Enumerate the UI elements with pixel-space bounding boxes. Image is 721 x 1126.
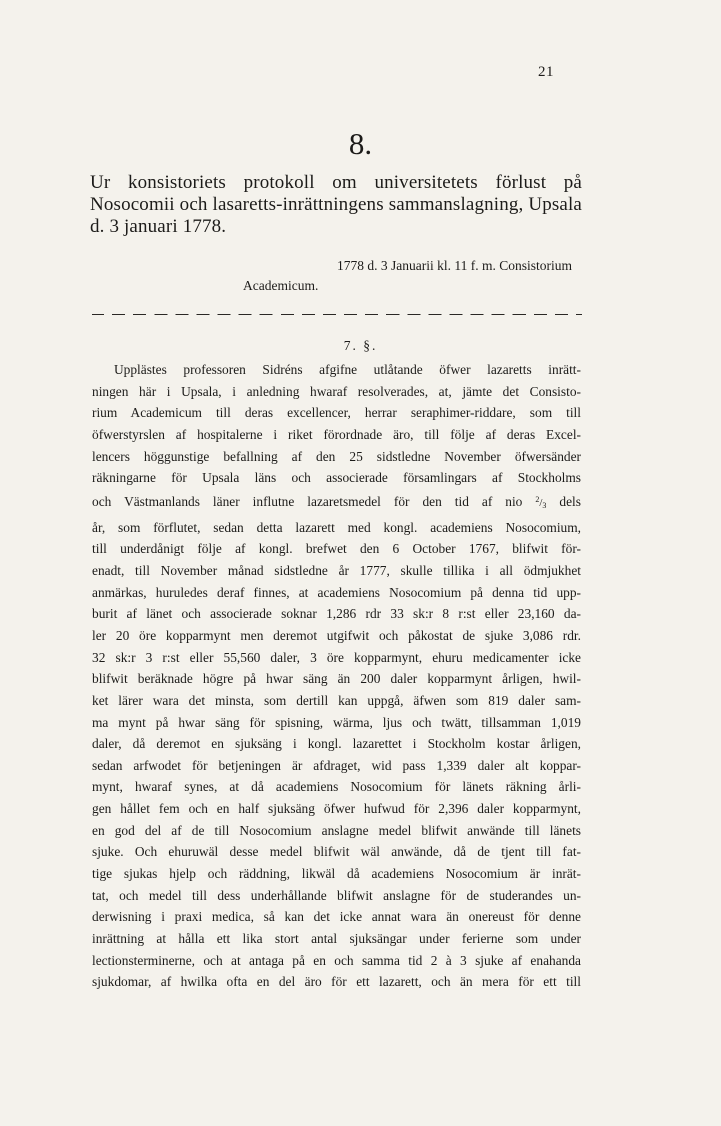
protocol-date — [100, 256, 572, 296]
body-line: en god del af de till Nosocomium anslagne medel blifwit anwände till länets — [92, 822, 581, 838]
body-line: lencers höggunstige befallning af den 25 sidstledne November öfwersänder — [92, 448, 581, 464]
body-line: mynt, hwaraf synes, at då academiens Nosocomium för länets räkning årli- — [92, 779, 581, 795]
body-line: gen hållet fem och en half sjuksäng öfwer hufwud för 2,396 daler kopparmynt, — [92, 801, 581, 817]
protocol-body — [92, 359, 581, 993]
body-line: sjuke. Och ehuruwäl desse medel blifwit wäl anwände, då de tjent till fat- — [92, 844, 581, 860]
body-line: tige sjukas hjelp och räddning, likwäl då academiens Nosocomium är inrät- — [92, 866, 581, 882]
body-line: anmärkas, huruledes deraf finnes, at academiens Nosocomium på denna tid upp- — [92, 584, 581, 600]
fraction-separator: / — [539, 496, 543, 509]
body-line: ler 20 öre kopparmynt men deremot utgifwit och påkostat de sjuke 3,086 rdr. — [92, 627, 581, 643]
section-mark: 7. §. — [343, 338, 378, 353]
body-line: burit af länet och associerade soknar 1,286 rdr 33 sk:r 8 r:st eller 23,160 da- — [92, 606, 581, 622]
body-line: räkningarne för Upsala läns och associerade församlingars af Stockholms — [92, 470, 581, 486]
body-line: 32 sk:r 3 r:st eller 55,560 daler, 3 öre kopparmynt, ehuru medicamenter icke — [92, 649, 581, 665]
body-line: daler, då deremot en sjuksäng i kongl. lazarettet i Stockholm kostar årligen, — [92, 736, 581, 752]
body-line: år, som förflutet, sedan detta lazarett med kongl. academiens Nosocomium, — [92, 519, 581, 535]
body-line: sedan arfwodet för betjeningen är afdraget, wid pass 1,339 daler alt koppar- — [92, 757, 581, 773]
body-line: till underdånigt följe af kongl. brefwet den 6 October 1767, blifwit för- — [92, 541, 581, 557]
body-line: ningen här i Upsala, i anledning hwaraf resolverades, at, jämte det Consisto- — [92, 383, 581, 399]
body-line-with-fraction — [92, 489, 581, 517]
body-line: sjukdomar, af hwilka ofta en del äro för ett lazarett, och än mera för ett till — [92, 974, 581, 990]
body-line: blifwit beräknade högre på hwar säng än 200 daler kopparmynt årligen, hwil- — [92, 671, 581, 687]
dashed-divider — [92, 314, 582, 315]
protocol-date-line-1: 1778 d. 3 Januarii kl. 11 f. m. Consistorium — [337, 258, 572, 273]
body-line: lectionsterminerne, och at antaga på en och samma tid 2 à 3 sjuke af enahanda — [92, 952, 581, 968]
protocol-date-line-2: Academicum. — [243, 278, 319, 293]
page-number: 21 — [538, 64, 554, 80]
fraction — [535, 494, 547, 510]
document-heading: Ur konsistoriets protokoll om universitetets förlust på Nosocomii och lasaretts-inrättningens sammanslagning, Upsala d. 3 januari 1778. — [90, 172, 582, 237]
body-line: rium Academicum till deras excellencer, herrar seraphimer-riddare, som till — [92, 405, 581, 421]
body-line: ma mynt på hwar säng för spisning, wärma, ljus och twätt, tillsamman 1,019 — [92, 714, 581, 730]
fraction-denominator: 3 — [542, 500, 547, 510]
body-line: derwisning i praxi medica, så kan det icke annat wara än onereust för denne — [92, 909, 581, 925]
body-line: Upplästes professoren Sidréns afgifne utlåtande öfwer lazaretts inrätt- — [114, 362, 581, 377]
document-number: 8. — [348, 126, 373, 161]
body-line: inrättning at hålla ett lika stort antal sjuksängar under ferierne som under — [92, 931, 581, 947]
body-line-text: och Västmanlands läner influtne lazaretsmedel för den tid af nio — [92, 493, 523, 509]
body-line: ket lärer wara det minsta, som dertill kan uppgå, äfwen som 819 daler sam- — [92, 692, 581, 708]
fraction-suffix: dels — [559, 493, 581, 509]
fraction-numerator: 2 — [535, 494, 540, 504]
body-line: tat, och medel till dess underhållande blifwit anslagne för de studerandes un- — [92, 887, 581, 903]
body-line: enadt, till November månad sidstledne år 1777, skulle tillika i all ödmjukhet — [92, 562, 581, 578]
body-line: öfwerstyrslen af hospitalerne i riket förordnade äro, till följe af deras Excel- — [92, 426, 581, 442]
